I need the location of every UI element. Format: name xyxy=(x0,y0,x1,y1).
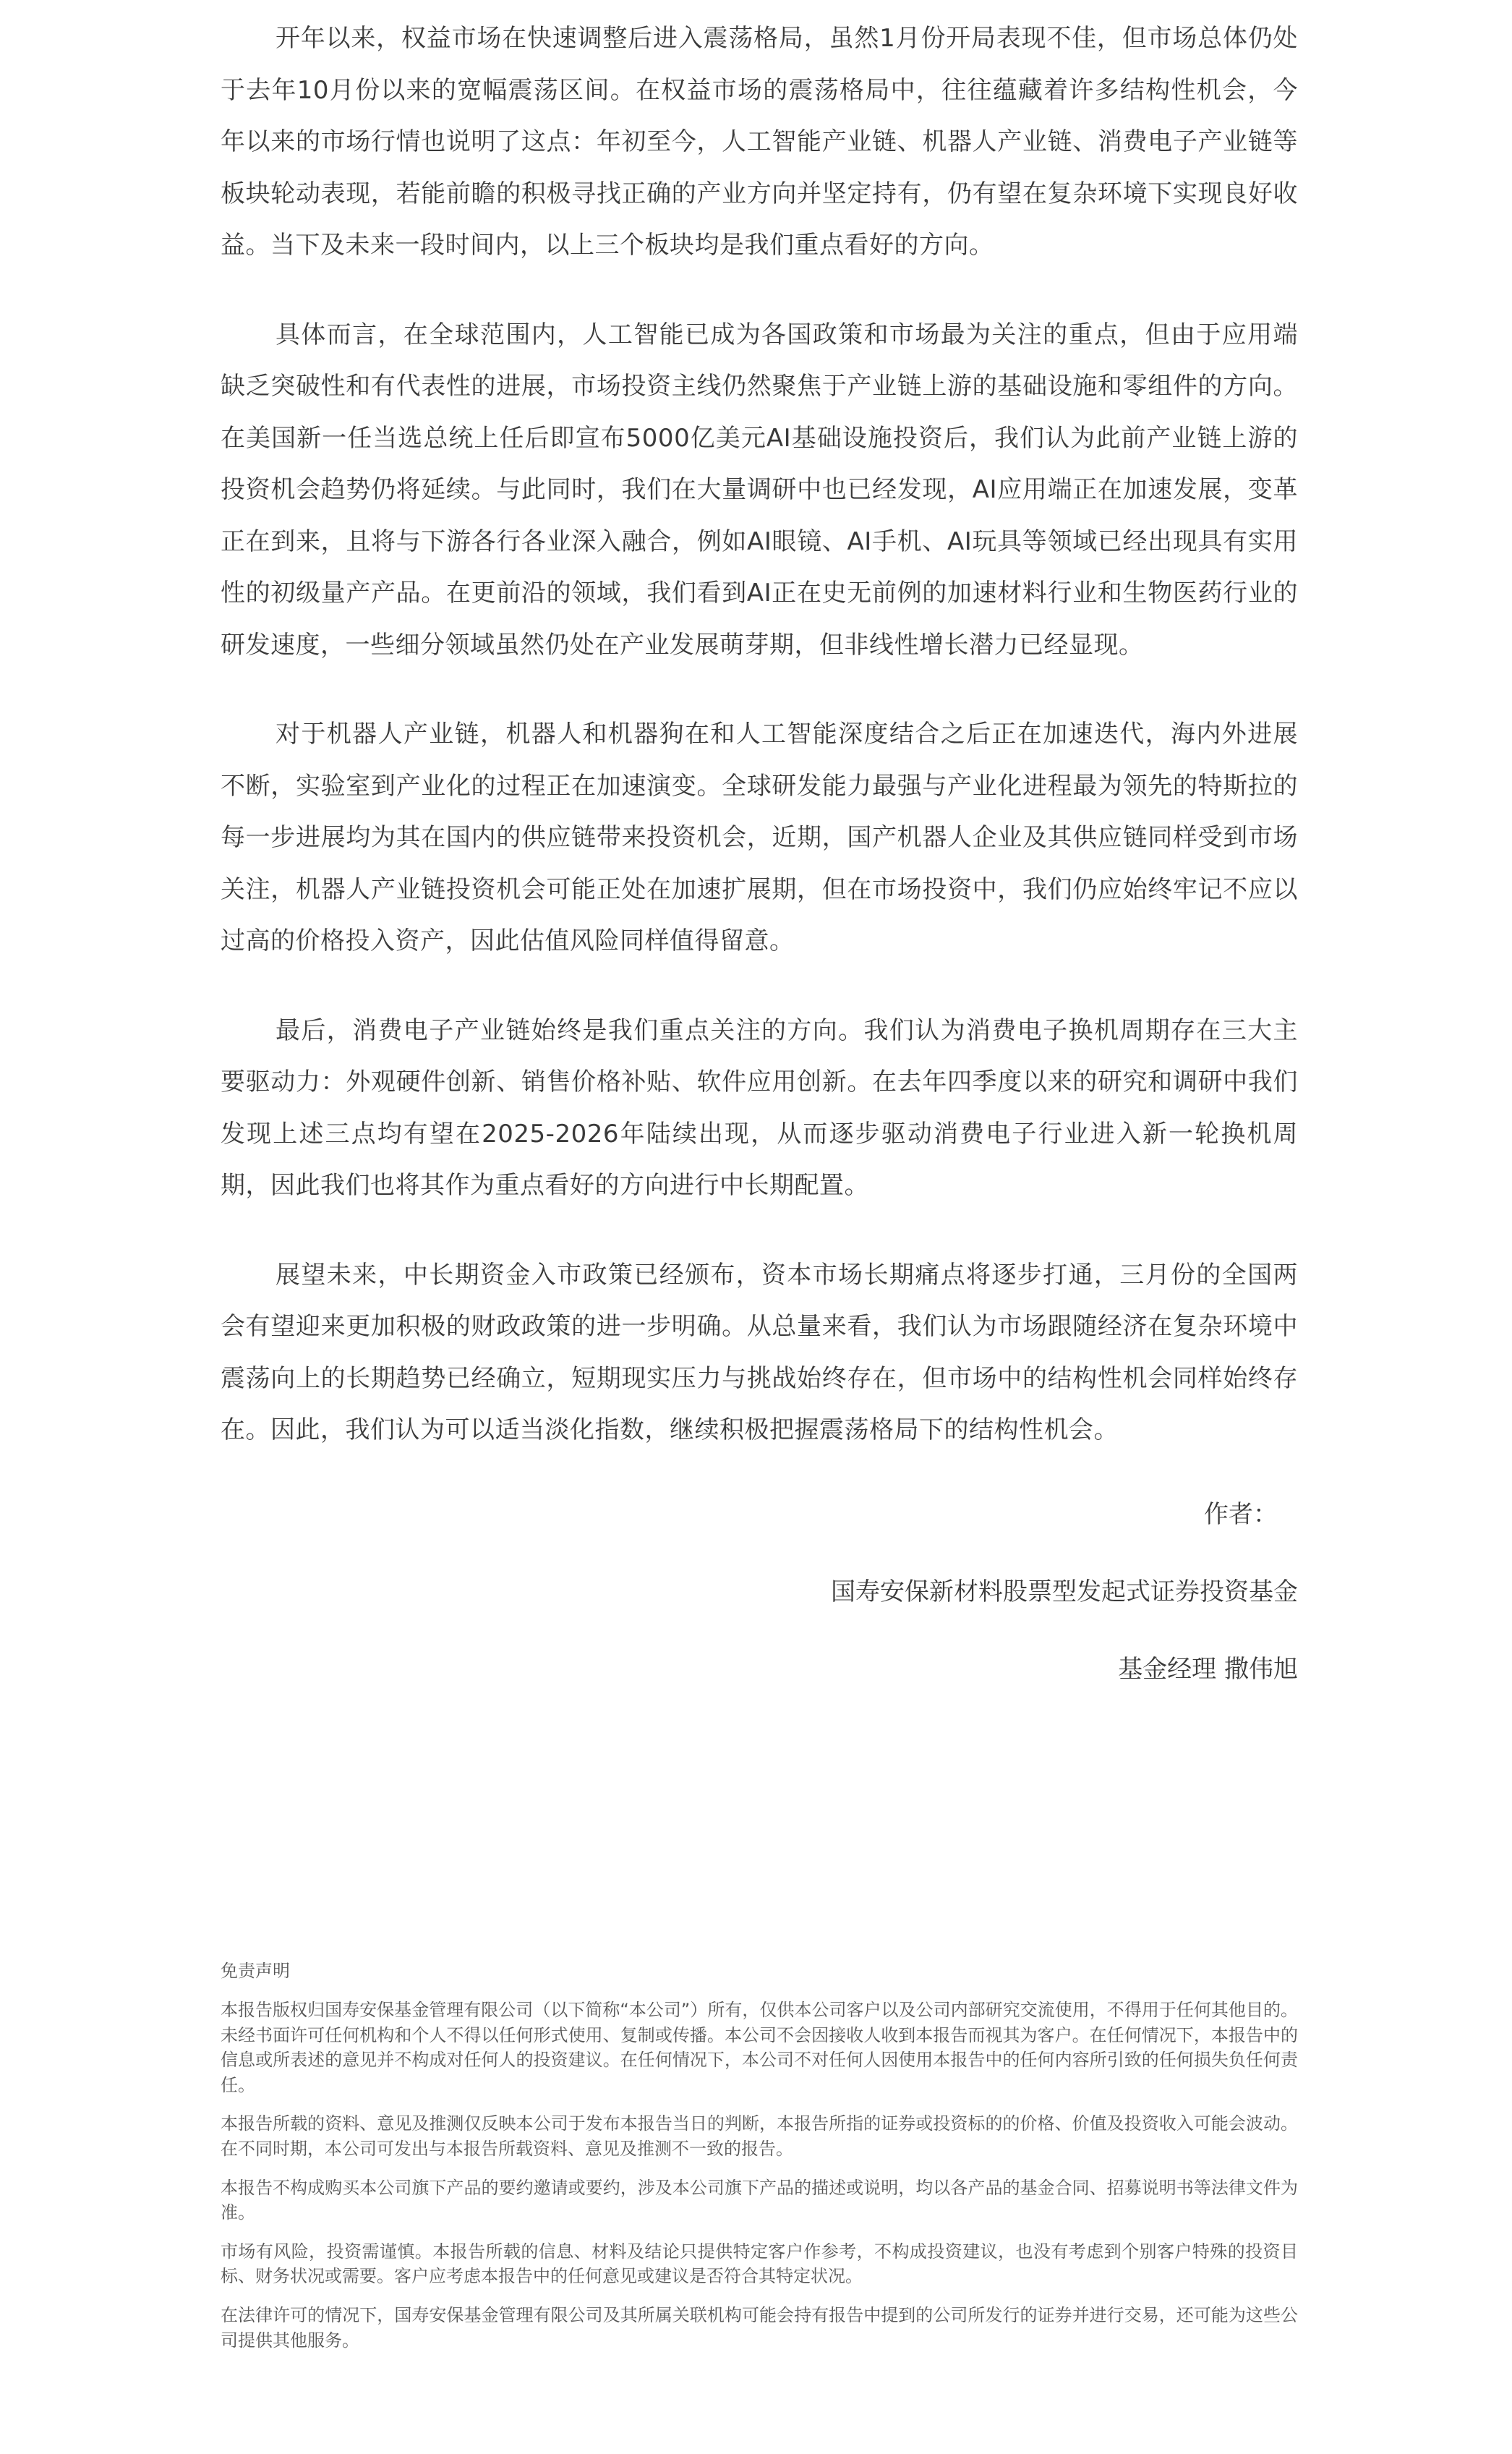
disclaimer-opinion: 本报告所载的资料、意见及推测仅反映本公司于发布本报告当日的判断，本报告所指的证券或投资标的的价格、价值及投资收入可能会波动。在不同时期，本公司可发出与本报告所载资料、意见及推测不一致的报告。 xyxy=(221,2113,1298,2159)
disclaimer-title: 免责声明 xyxy=(221,1961,290,1981)
fund-manager: 基金经理 撒伟旭 xyxy=(1118,1654,1298,1684)
paragraph-outlook: 展望未来，中长期资金入市政策已经颁布，资本市场长期痛点将逐步打通，三月份的全国两会有望迎来更加积极的财政政策的进一步明确。从总量来看，我们认为市场跟随经济在复杂环境中震荡向上的长期趋势已经确立，短期现实压力与挑战始终存在，但市场中的结构性机会同样始终存在。因此，我们认为可以适当淡化指数，继续积极把握震荡格局下的结构性机会。 xyxy=(221,1260,1298,1444)
disclaimer-holdings: 在法律许可的情况下，国寿安保基金管理有限公司及其所属关联机构可能会持有报告中提到的公司所发行的证券并进行交易，还可能为这些公司提供其他服务。 xyxy=(221,2304,1298,2351)
fund-name: 国寿安保新材料股票型发起式证券投资基金 xyxy=(831,1577,1298,1606)
paragraph-artificial-intelligence: 具体而言，在全球范围内，人工智能已成为各国政策和市场最为关注的重点，但由于应用端缺乏突破性和有代表性的进展，市场投资主线仍然聚焦于产业链上游的基础设施和零组件的方向。在美国新一任当选总统上任后即宣布5000亿美元AI基础设施投资后，我们认为此前产业链上游的投资机会趋势仍将延续。与此同时，我们在大量调研中也已经发现，AI应用端正在加速发展，变革正在到来，且将与下游各行各业深入融合，例如AI眼镜、AI手机、AI玩具等领域已经出现具有实用性的初级量产产品。在更前沿的领域，我们看到AI正在史无前例的加速材料行业和生物医药行业的研发速度，一些细分领域虽然仍处在产业发展萌芽期，但非线性增长潜力已经显现。 xyxy=(221,320,1298,660)
article-body xyxy=(221,13,1298,1684)
disclaimer-copyright: 本报告版权归国寿安保基金管理有限公司（以下简称“本公司”）所有，仅供本公司客户以及公司内部研究交流使用，不得用于任何其他目的。未经书面许可任何机构和个人不得以任何形式使用、复制或传播。本公司不会因接收人收到本报告而视其为客户。在任何情况下，本报告中的信息或所表述的意见并不构成对任何人的投资建议。在任何情况下，本公司不对任何人因使用本报告中的任何内容所引致的任何损失负任何责任。 xyxy=(221,2000,1298,2095)
author-label: 作者： xyxy=(1204,1499,1278,1529)
paragraph-market-overview: 开年以来，权益市场在快速调整后进入震荡格局，虽然1月份开局表现不佳，但市场总体仍处于去年10月份以来的宽幅震荡区间。在权益市场的震荡格局中，往往蕴藏着许多结构性机会，今年以来的市场行情也说明了这点：年初至今，人工智能产业链、机器人产业链、消费电子产业链等板块轮动表现，若能前瞻的积极寻找正确的产业方向并坚定持有，仍有望在复杂环境下实现良好收益。当下及未来一段时间内，以上三个板块均是我们重点看好的方向。 xyxy=(221,24,1298,260)
disclaimer-risk: 市场有风险，投资需谨慎。本报告所载的信息、材料及结论只提供特定客户作参考，不构成投资建议，也没有考虑到个别客户特殊的投资目标、财务状况或需要。客户应考虑本报告中的任何意见或建议是否符合其特定状况。 xyxy=(221,2241,1298,2287)
disclaimer-no-offer: 本报告不构成购买本公司旗下产品的要约邀请或要约，涉及本公司旗下产品的描述或说明，均以各产品的基金合同、招募说明书等法律文件为准。 xyxy=(221,2177,1298,2223)
paragraph-robotics: 对于机器人产业链，机器人和机器狗在和人工智能深度结合之后正在加速迭代，海内外进展不断，实验室到产业化的过程正在加速演变。全球研发能力最强与产业化进程最为领先的特斯拉的每一步进展均为其在国内的供应链带来投资机会，近期，国产机器人企业及其供应链同样受到市场关注，机器人产业链投资机会可能正处在加速扩展期，但在市场投资中，我们仍应始终牢记不应以过高的价格投入资产，因此估值风险同样值得留意。 xyxy=(221,720,1298,955)
disclaimer-section xyxy=(221,1956,1298,2366)
paragraph-consumer-electronics: 最后，消费电子产业链始终是我们重点关注的方向。我们认为消费电子换机周期存在三大主要驱动力：外观硬件创新、销售价格补贴、软件应用创新。在去年四季度以来的研究和调研中我们发现上述三点均有望在2025-2026年陆续出现，从而逐步驱动消费电子行业进入新一轮换机周期，因此我们也将其作为重点看好的方向进行中长期配置。 xyxy=(221,1015,1298,1200)
